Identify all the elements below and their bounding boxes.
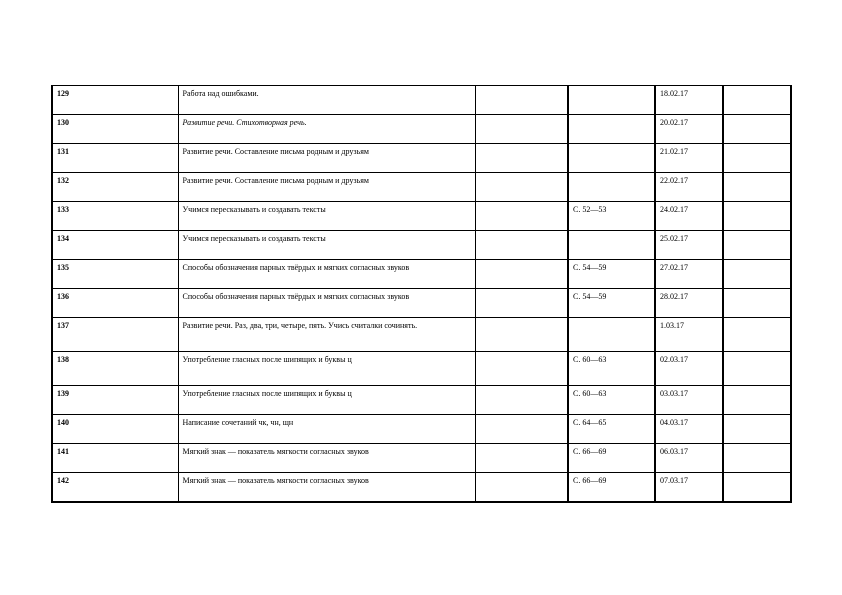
table-row <box>52 352 791 386</box>
table-row <box>52 86 791 115</box>
lesson-date-cell: 1.03.17 <box>655 318 723 352</box>
empty-cell <box>723 144 791 173</box>
empty-cell <box>723 352 791 386</box>
lesson-number-cell: 140 <box>52 415 178 444</box>
textbook-pages-cell: С. 60—63 <box>568 386 655 415</box>
lesson-number-cell: 131 <box>52 144 178 173</box>
empty-cell <box>475 144 568 173</box>
textbook-pages-cell <box>568 231 655 260</box>
empty-cell <box>475 173 568 202</box>
lesson-topic-cell: Работа над ошибками. <box>178 86 475 115</box>
empty-cell <box>723 318 791 352</box>
lesson-date-cell: 03.03.17 <box>655 386 723 415</box>
table-row <box>52 144 791 173</box>
textbook-pages-cell <box>568 86 655 115</box>
textbook-pages-cell <box>568 318 655 352</box>
empty-cell <box>723 415 791 444</box>
empty-cell <box>723 202 791 231</box>
lesson-topic-cell: Мягкий знак — показатель мягкости согласных звуков <box>178 444 475 473</box>
table-row <box>52 115 791 144</box>
lesson-date-cell: 04.03.17 <box>655 415 723 444</box>
empty-cell <box>475 415 568 444</box>
lesson-number-cell: 135 <box>52 260 178 289</box>
lesson-number-cell: 142 <box>52 473 178 503</box>
lesson-number-cell: 133 <box>52 202 178 231</box>
lesson-date-cell: 20.02.17 <box>655 115 723 144</box>
empty-cell <box>475 289 568 318</box>
table-row <box>52 473 791 503</box>
empty-cell <box>723 260 791 289</box>
textbook-pages-cell: С. 66—69 <box>568 444 655 473</box>
lesson-date-cell: 24.02.17 <box>655 202 723 231</box>
lesson-topic-cell: Учимся пересказывать и создавать тексты <box>178 231 475 260</box>
table-row <box>52 260 791 289</box>
table-body <box>52 86 791 503</box>
empty-cell <box>475 352 568 386</box>
textbook-pages-cell <box>568 144 655 173</box>
textbook-pages-cell: С. 60—63 <box>568 352 655 386</box>
empty-cell <box>723 231 791 260</box>
lesson-topic-cell: Развитие речи. Составление письма родным и друзьям <box>178 173 475 202</box>
table-row <box>52 202 791 231</box>
lesson-date-cell: 21.02.17 <box>655 144 723 173</box>
lesson-number-cell: 134 <box>52 231 178 260</box>
lesson-number-cell: 139 <box>52 386 178 415</box>
empty-cell <box>723 444 791 473</box>
empty-cell <box>475 260 568 289</box>
textbook-pages-cell: С. 52—53 <box>568 202 655 231</box>
textbook-pages-cell <box>568 173 655 202</box>
lesson-topic-cell: Употребление гласных после шипящих и буквы ц <box>178 386 475 415</box>
table-row <box>52 444 791 473</box>
lesson-topic-cell: Развитие речи. Стихотворная речь. <box>178 115 475 144</box>
empty-cell <box>723 115 791 144</box>
textbook-pages-cell <box>568 115 655 144</box>
lesson-number-cell: 137 <box>52 318 178 352</box>
lesson-date-cell: 02.03.17 <box>655 352 723 386</box>
empty-cell <box>475 231 568 260</box>
empty-cell <box>475 202 568 231</box>
empty-cell <box>723 289 791 318</box>
lesson-number-cell: 138 <box>52 352 178 386</box>
empty-cell <box>475 318 568 352</box>
lesson-number-cell: 141 <box>52 444 178 473</box>
lesson-topic-cell: Развитие речи. Составление письма родным и друзьям <box>178 144 475 173</box>
lesson-topic-cell: Написание сочетаний чк, чн, щн <box>178 415 475 444</box>
textbook-pages-cell: С. 66—69 <box>568 473 655 503</box>
textbook-pages-cell: С. 54—59 <box>568 289 655 318</box>
lesson-date-cell: 18.02.17 <box>655 86 723 115</box>
empty-cell <box>723 86 791 115</box>
empty-cell <box>475 115 568 144</box>
lesson-plan-table <box>51 85 792 503</box>
textbook-pages-cell: С. 64—65 <box>568 415 655 444</box>
table-row <box>52 415 791 444</box>
lesson-date-cell: 06.03.17 <box>655 444 723 473</box>
empty-cell <box>475 444 568 473</box>
lesson-number-cell: 130 <box>52 115 178 144</box>
lesson-date-cell: 07.03.17 <box>655 473 723 503</box>
table-row <box>52 231 791 260</box>
table-row <box>52 386 791 415</box>
empty-cell <box>723 386 791 415</box>
lesson-topic-cell: Развитие речи. Раз, два, три, четыре, пять. Учись считалки сочинять. <box>178 318 475 352</box>
lesson-topic-cell: Употребление гласных после шипящих и буквы ц <box>178 352 475 386</box>
lesson-date-cell: 27.02.17 <box>655 260 723 289</box>
table-row <box>52 318 791 352</box>
lesson-date-cell: 28.02.17 <box>655 289 723 318</box>
lesson-topic-cell: Мягкий знак — показатель мягкости согласных звуков <box>178 473 475 503</box>
table-row <box>52 173 791 202</box>
empty-cell <box>475 473 568 503</box>
empty-cell <box>723 473 791 503</box>
empty-cell <box>475 86 568 115</box>
empty-cell <box>475 386 568 415</box>
lesson-date-cell: 22.02.17 <box>655 173 723 202</box>
textbook-pages-cell: С. 54—59 <box>568 260 655 289</box>
lesson-topic-cell: Учимся пересказывать и создавать тексты <box>178 202 475 231</box>
lesson-number-cell: 129 <box>52 86 178 115</box>
lesson-topic-cell: Способы обозначения парных твёрдых и мягких согласных звуков <box>178 260 475 289</box>
empty-cell <box>723 173 791 202</box>
lesson-number-cell: 132 <box>52 173 178 202</box>
table-row <box>52 289 791 318</box>
lesson-date-cell: 25.02.17 <box>655 231 723 260</box>
lesson-topic-cell: Способы обозначения парных твёрдых и мягких согласных звуков <box>178 289 475 318</box>
lesson-number-cell: 136 <box>52 289 178 318</box>
